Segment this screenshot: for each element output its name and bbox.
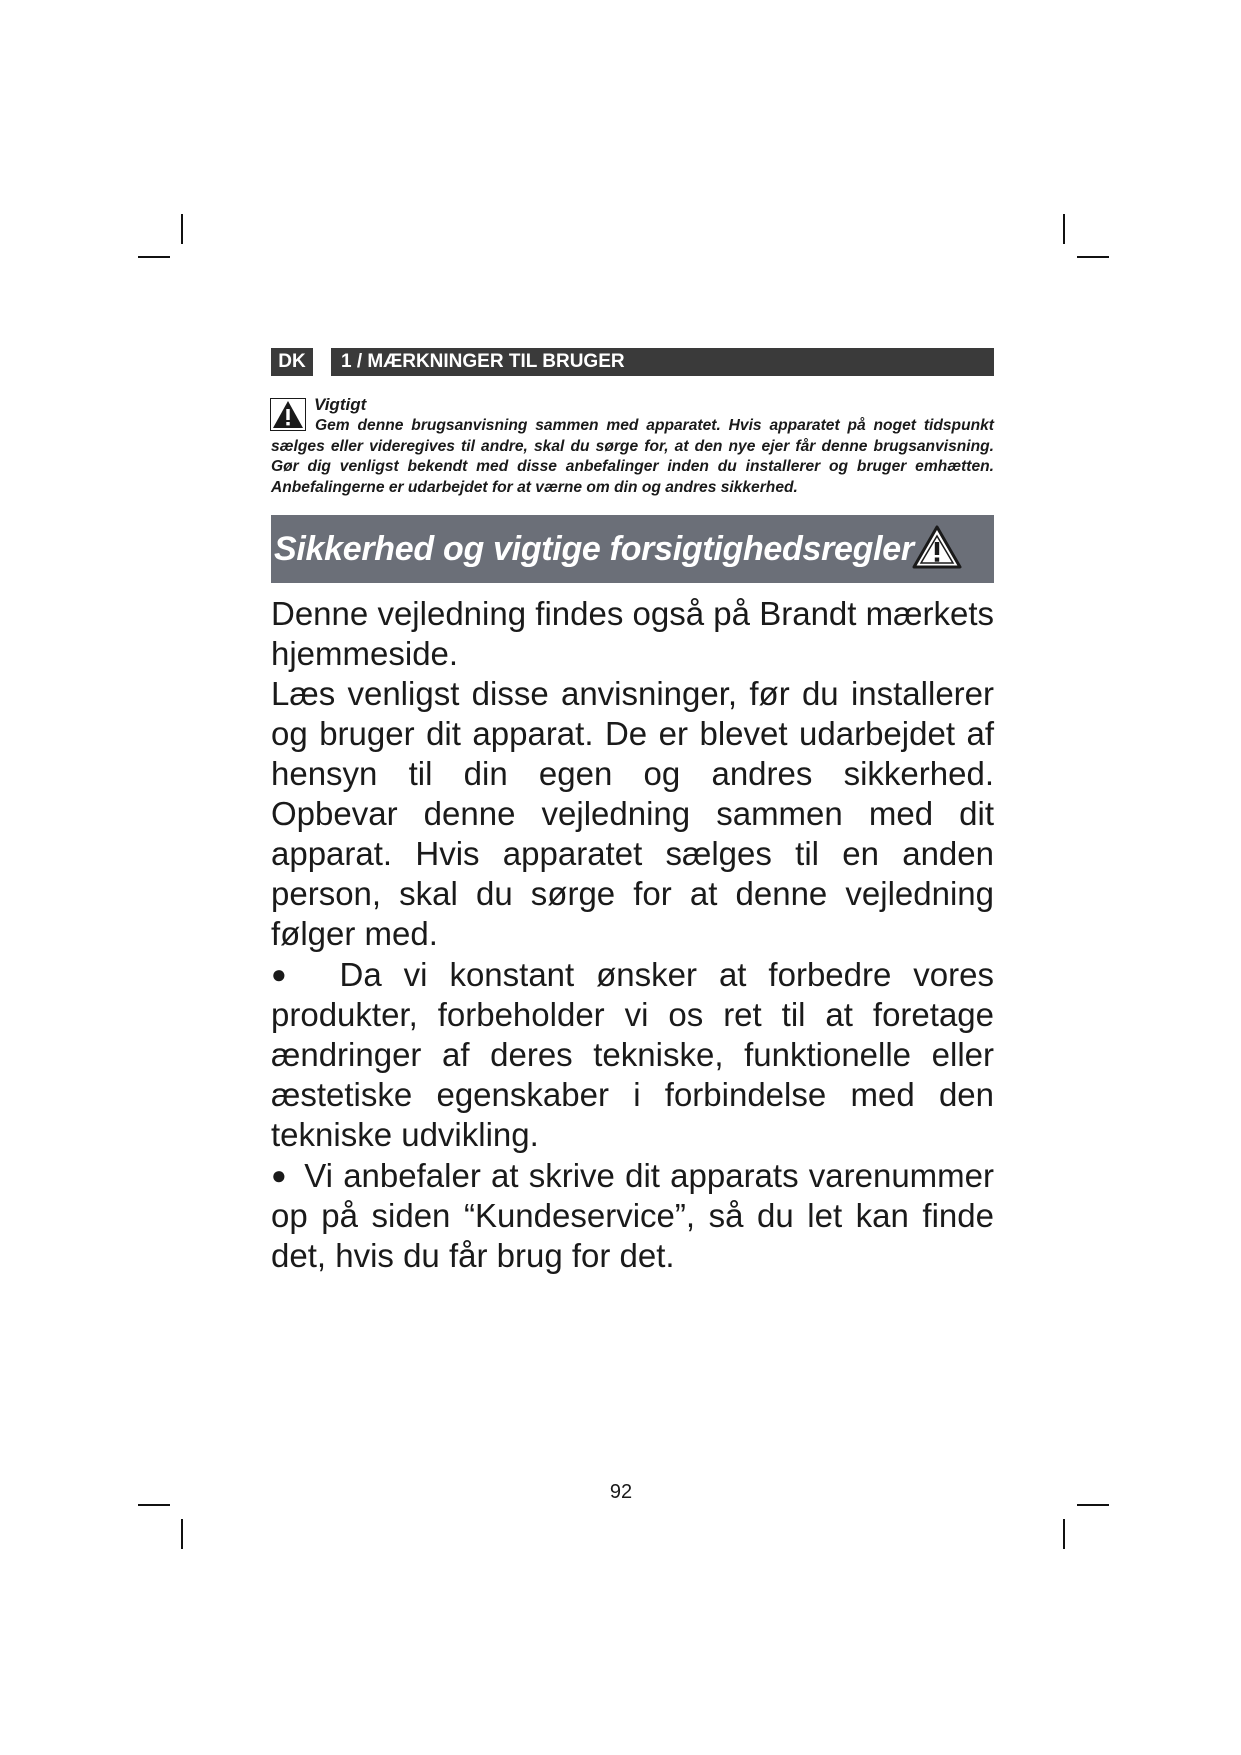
notice-title: Vigtigt [314,395,367,414]
notice-text: Gem denne brugsanvisning sammen med apparatet. Hvis apparatet på noget tidspunkt sælges eller videregives til andre, skal du sørge for, at den nye ejer får denne brugsanvisning. Gør dig venligst bekendt med disse anbefalinger inden du installerer og bruger emhætten. Anbefalingerne er udarbejdet for at værne om din og andres sikkerhed. [271,417,994,496]
paragraph: Læs venligst disse anvisninger, før du installerer og bruger dit apparat. De er blevet udarbejdet af hensyn til din egen og andres sikkerhed. Opbevar denne vejledning sammen med dit apparat. Hvis apparatet sælges til en anden person, skal du sørge for at denne vejledning følger med. [271,675,994,952]
crop-mark-bottom-right-vertical [1063,1519,1065,1549]
crop-mark-bottom-left-horizontal [138,1504,170,1506]
safety-body [271,594,994,1276]
section-title: 1 / MÆRKNINGER TIL BRUGER [331,348,994,376]
crop-mark-top-right-vertical [1063,214,1065,244]
bullet-item: ● Da vi konstant ønsker at forbedre vores produkter, forbeholder vi os ret til at foretage ændringer af deres tekniske, funktionelle eller æstetiske egenskaber i forbindelse med den tekniske udvikling. [271,954,994,1155]
paragraph: Denne vejledning findes også på Brandt mærkets hjemmeside. [271,595,994,672]
warning-triangle-icon [911,524,963,570]
crop-mark-top-left-horizontal [138,256,170,258]
safety-banner [271,515,994,583]
page-number: 92 [609,1481,633,1503]
bullet-item: ● Vi anbefaler at skrive dit apparats varenummer op på siden “Kundeservice”, så du let kan finde det, hvis du får brug for det. [271,1155,994,1276]
crop-mark-bottom-left-vertical [181,1519,183,1549]
safety-title: Sikkerhed og vigtige forsigtighedsregler [274,530,914,568]
crop-mark-top-left-vertical [181,214,183,244]
language-tag: DK [271,348,313,376]
crop-mark-top-right-horizontal [1077,256,1109,258]
crop-mark-bottom-right-horizontal [1077,1504,1109,1506]
